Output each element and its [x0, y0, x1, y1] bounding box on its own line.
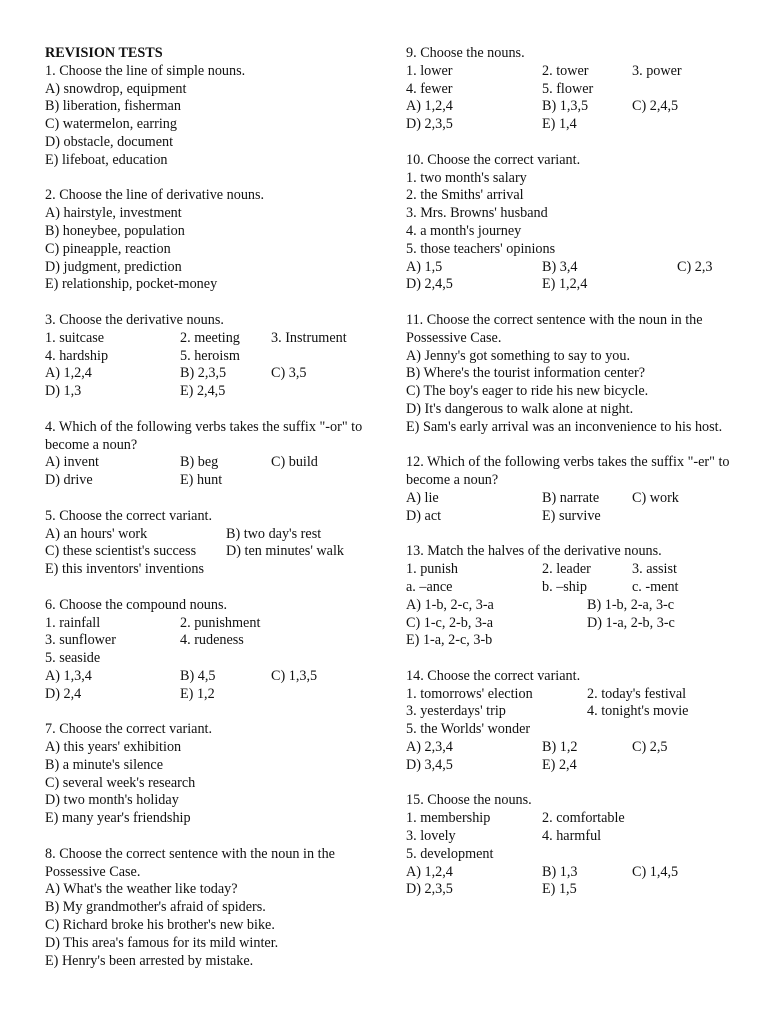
option-row: [45, 668, 363, 686]
option-a: A) snowdrop, equipment: [45, 80, 187, 97]
item-2: 2. meeting: [180, 329, 240, 346]
right-column: [406, 45, 731, 917]
question-13: [406, 543, 731, 650]
option-d: D) It's dangerous to walk alone at night.: [406, 400, 634, 417]
option-e: E) 1,5: [542, 881, 577, 898]
item-row: [45, 348, 363, 366]
item-row: [45, 615, 363, 633]
item-3: 3. power: [632, 62, 682, 79]
question-1: [45, 63, 363, 170]
item-4: 4. rudeness: [180, 632, 244, 649]
option-a: A) 1,2,4: [406, 863, 453, 880]
page-title: REVISION TESTS: [45, 45, 163, 61]
option-d: D) This area's famous for its mild winter.: [45, 934, 279, 951]
question-11: [406, 312, 731, 437]
question-6: [45, 597, 363, 704]
option-d: D) act: [406, 507, 442, 524]
item-4: 4. tonight's movie: [587, 703, 689, 720]
item-2: 2. punishment: [180, 614, 261, 631]
option-d: D) 1,3: [45, 383, 82, 400]
option-b: B) honeybee, population: [45, 222, 185, 239]
suffix-a: a. –ance: [406, 578, 453, 595]
option-b: B) a minute's silence: [45, 756, 163, 773]
item-1: 1. membership: [406, 810, 491, 827]
option-row: [406, 490, 731, 508]
item-row: [45, 330, 363, 348]
question-stem: 12. Which of the following verbs takes the suffix "-er" to become a noun?: [406, 454, 730, 489]
option-a: A) 1,2,4: [406, 98, 453, 115]
option-c: C) 1-c, 2-b, 3-a: [406, 614, 494, 631]
item-5: 5. heroism: [180, 347, 240, 364]
item-3: 3. lovely: [406, 828, 456, 845]
question-9: [406, 45, 731, 134]
item-3: 3. yesterdays' trip: [406, 703, 506, 720]
option-e: E) this inventors' inventions: [45, 561, 204, 578]
option-b: B) liberation, fisherman: [45, 98, 181, 115]
option-e: E) 2,4,5: [180, 383, 226, 400]
option-a: A) 2,3,4: [406, 739, 453, 756]
item-1: 1. two month's salary: [406, 169, 527, 186]
option-row: [45, 383, 363, 401]
option-c: C) these scientist's success: [45, 543, 197, 560]
option-row: [45, 686, 363, 704]
option-b: B) beg: [180, 454, 219, 471]
option-b: B) narrate: [542, 489, 600, 506]
item-row: [406, 686, 731, 704]
question-7: [45, 721, 363, 828]
option-e: E) 1,2: [180, 685, 215, 702]
item-2: 2. comfortable: [542, 810, 625, 827]
question-stem: 10. Choose the correct variant.: [406, 151, 581, 168]
option-a: A) this years' exhibition: [45, 739, 182, 756]
option-row: [406, 116, 731, 134]
option-a: A) 1,3,4: [45, 667, 92, 684]
item-5: 5. flower: [542, 80, 594, 97]
option-b: B) 1,3,5: [542, 98, 589, 115]
question-3: [45, 312, 363, 401]
option-row: [406, 739, 731, 757]
option-row: [406, 98, 731, 116]
question-10: [406, 152, 731, 294]
option-a: A) lie: [406, 489, 439, 506]
question-stem: 4. Which of the following verbs takes the suffix "-or" to become a noun?: [45, 418, 363, 453]
option-row: [45, 365, 363, 383]
option-row: [406, 881, 731, 899]
item-5: 5. those teachers' opinions: [406, 240, 556, 257]
option-b: B) My grandmother's afraid of spiders.: [45, 899, 266, 916]
item-1: 1. tomorrows' election: [406, 685, 533, 702]
option-c: C) 1,3,5: [271, 667, 318, 684]
option-row: [406, 508, 731, 526]
option-a: A) 1,2,4: [45, 365, 92, 382]
question-stem: 14. Choose the correct variant.: [406, 667, 581, 684]
item-3: 3. assist: [632, 561, 677, 578]
option-row: [45, 454, 363, 472]
question-stem: 3. Choose the derivative nouns.: [45, 311, 224, 328]
item-5: 5. the Worlds' wonder: [406, 721, 531, 738]
option-row: [406, 259, 731, 277]
option-e: E) Henry's been arrested by mistake.: [45, 952, 254, 969]
option-e: E) Sam's early arrival was an inconvenience to his host.: [406, 418, 723, 435]
option-row: [45, 543, 363, 561]
option-b: B) 1,2: [542, 739, 578, 756]
option-e: E) 1,2,4: [542, 276, 588, 293]
question-stem: 2. Choose the line of derivative nouns.: [45, 187, 265, 204]
item-1: 1. rainfall: [45, 614, 101, 631]
item-1: 1. suitcase: [45, 329, 105, 346]
option-d: D) 1-a, 2-b, 3-c: [587, 614, 675, 631]
option-a: A) an hours' work: [45, 525, 148, 542]
option-d: D) ten minutes' walk: [226, 543, 345, 560]
option-b: B) 1,3: [542, 863, 578, 880]
suffix-c: c. -ment: [632, 578, 679, 595]
question-14: [406, 668, 731, 775]
item-row: [406, 828, 731, 846]
question-stem: 5. Choose the correct variant.: [45, 507, 213, 524]
question-stem: 9. Choose the nouns.: [406, 45, 525, 61]
option-c: C) 3,5: [271, 365, 307, 382]
question-4: [45, 419, 363, 490]
item-1: 1. lower: [406, 62, 453, 79]
question-stem: 11. Choose the correct sentence with the noun in the Possessive Case.: [406, 311, 703, 346]
option-c: C) work: [632, 489, 679, 506]
question-stem: 8. Choose the correct sentence with the noun in the Possessive Case.: [45, 845, 335, 880]
option-a: A) hairstyle, investment: [45, 205, 182, 222]
option-b: B) 3,4: [542, 258, 578, 275]
option-d: D) judgment, prediction: [45, 258, 182, 275]
item-row: [406, 703, 731, 721]
option-b: B) 1-b, 2-a, 3-c: [587, 596, 675, 613]
option-c: C) 1,4,5: [632, 863, 679, 880]
option-e: E) 1,4: [542, 116, 577, 133]
item-row: [406, 561, 731, 579]
item-3: 3. sunflower: [45, 632, 116, 649]
item-2: 2. leader: [542, 561, 591, 578]
question-stem: 13. Match the halves of the derivative nouns.: [406, 543, 662, 560]
question-2: [45, 187, 363, 294]
option-a: A) What's the weather like today?: [45, 881, 238, 898]
option-d: D) 2,4,5: [406, 276, 453, 293]
item-row: [406, 81, 731, 99]
question-15: [406, 792, 731, 899]
option-row: [406, 757, 731, 775]
option-c: C) The boy's eager to ride his new bicycle.: [406, 383, 649, 400]
option-a: A) 1-b, 2-c, 3-a: [406, 596, 494, 613]
item-5: 5. seaside: [45, 650, 101, 667]
question-5: [45, 508, 363, 579]
option-c: C) build: [271, 454, 318, 471]
option-d: D) obstacle, document: [45, 133, 174, 150]
item-3: 3. Instrument: [271, 329, 347, 346]
option-row: [406, 597, 731, 615]
option-e: E) 2,4: [542, 756, 577, 773]
option-row: [406, 276, 731, 294]
option-b: B) Where's the tourist information center?: [406, 365, 646, 382]
suffix-b: b. –ship: [542, 578, 587, 595]
left-column: [45, 45, 363, 988]
item-1: 1. punish: [406, 561, 459, 578]
question-stem: 1. Choose the line of simple nouns.: [45, 62, 246, 79]
option-row: [406, 864, 731, 882]
option-c: C) watermelon, earring: [45, 116, 177, 133]
item-row: [406, 810, 731, 828]
option-e: E) hunt: [180, 472, 223, 489]
option-a: A) invent: [45, 454, 99, 471]
item-2: 2. today's festival: [587, 685, 687, 702]
item-4: 4. harmful: [542, 828, 602, 845]
option-c: C) pineapple, reaction: [45, 240, 171, 257]
option-b: B) two day's rest: [226, 525, 322, 542]
option-c: C) 2,5: [632, 739, 668, 756]
question-8: [45, 846, 363, 971]
item-3: 3. Mrs. Browns' husband: [406, 205, 548, 222]
option-a: A) Jenny's got something to say to you.: [406, 347, 631, 364]
item-4: 4. a month's journey: [406, 222, 522, 239]
option-c: C) several week's research: [45, 774, 196, 791]
option-e: E) many year's friendship: [45, 810, 191, 827]
option-c: C) 2,4,5: [632, 98, 679, 115]
option-e: E) 1-a, 2-c, 3-b: [406, 632, 493, 649]
option-e: E) relationship, pocket-money: [45, 276, 218, 293]
option-d: D) 2,3,5: [406, 116, 453, 133]
option-d: D) 2,4: [45, 685, 82, 702]
option-b: B) 4,5: [180, 667, 216, 684]
option-d: D) drive: [45, 472, 93, 489]
option-c: C) Richard broke his brother's new bike.: [45, 917, 275, 934]
option-c: C) 2,3: [677, 258, 713, 275]
item-4: 4. hardship: [45, 347, 109, 364]
item-2: 2. tower: [542, 62, 589, 79]
option-e: E) survive: [542, 507, 601, 524]
option-d: D) two month's holiday: [45, 792, 179, 809]
option-b: B) 2,3,5: [180, 365, 227, 382]
option-e: E) lifeboat, education: [45, 151, 168, 168]
question-12: [406, 454, 731, 525]
suffix-row: [406, 579, 731, 597]
item-5: 5. development: [406, 845, 494, 862]
option-row: [406, 615, 731, 633]
item-4: 4. fewer: [406, 80, 453, 97]
option-d: D) 3,4,5: [406, 756, 453, 773]
option-a: A) 1,5: [406, 258, 443, 275]
question-stem: 6. Choose the compound nouns.: [45, 596, 228, 613]
question-stem: 7. Choose the correct variant.: [45, 721, 213, 738]
question-stem: 15. Choose the nouns.: [406, 792, 532, 809]
option-d: D) 2,3,5: [406, 881, 453, 898]
option-row: [45, 472, 363, 490]
item-row: [45, 632, 363, 650]
item-2: 2. the Smiths' arrival: [406, 187, 524, 204]
item-row: [406, 63, 731, 81]
option-row: [45, 526, 363, 544]
